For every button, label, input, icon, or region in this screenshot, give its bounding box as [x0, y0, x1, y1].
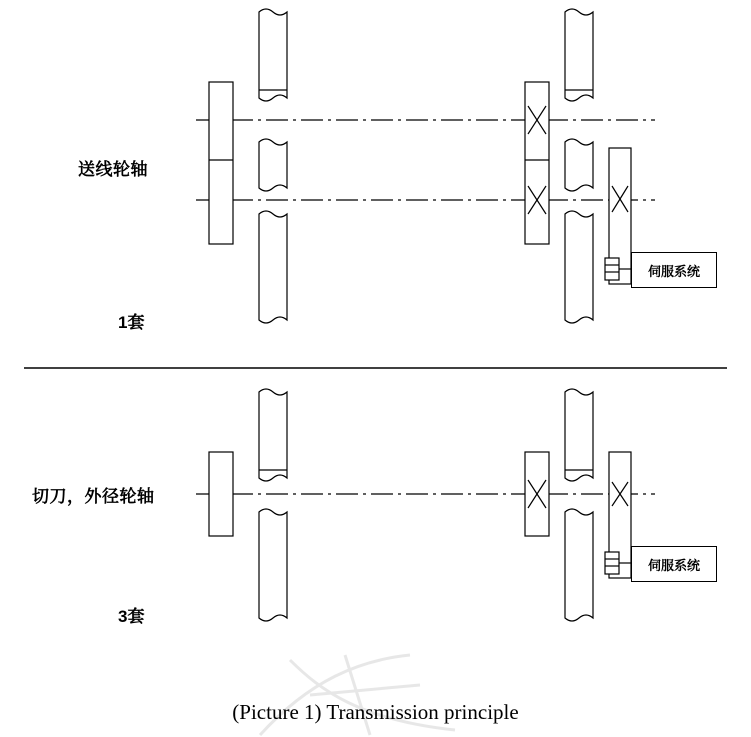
- figure-caption: (Picture 1) Transmission principle: [232, 700, 519, 724]
- upper-servo-system-box: 伺服系统: [631, 252, 717, 288]
- lower-set-count-label: 3套: [118, 607, 145, 626]
- lower-axis-label: 切刀，外径轮轴: [32, 487, 155, 506]
- lower-servo-system-box: 伺服系统: [631, 546, 717, 582]
- upper-set-count-label: 1套: [118, 313, 145, 332]
- upper-axis-label: 送线轮轴: [78, 160, 148, 179]
